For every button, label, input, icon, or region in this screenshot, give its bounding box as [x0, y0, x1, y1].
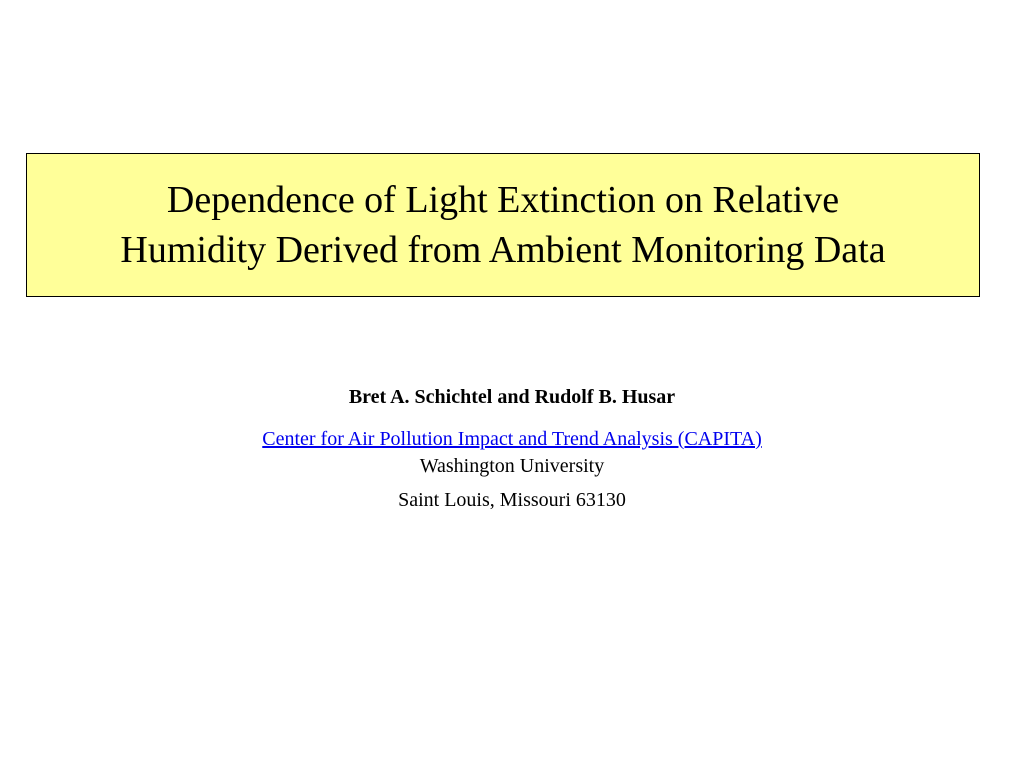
title-box	[26, 153, 980, 297]
title-line-1: Dependence of Light Extinction on Relative	[166, 179, 840, 221]
capita-link[interactable]: Center for Air Pollution Impact and Trend Analysis (CAPITA)	[262, 428, 762, 450]
affiliation-link-row	[0, 426, 1024, 452]
title-line-2: Humidity Derived from Ambient Monitoring Data	[120, 229, 886, 271]
address: Saint Louis, Missouri 63130	[398, 489, 626, 511]
university: Washington University	[419, 455, 605, 477]
authors: Bret A. Schichtel and Rudolf B. Husar	[348, 386, 676, 408]
